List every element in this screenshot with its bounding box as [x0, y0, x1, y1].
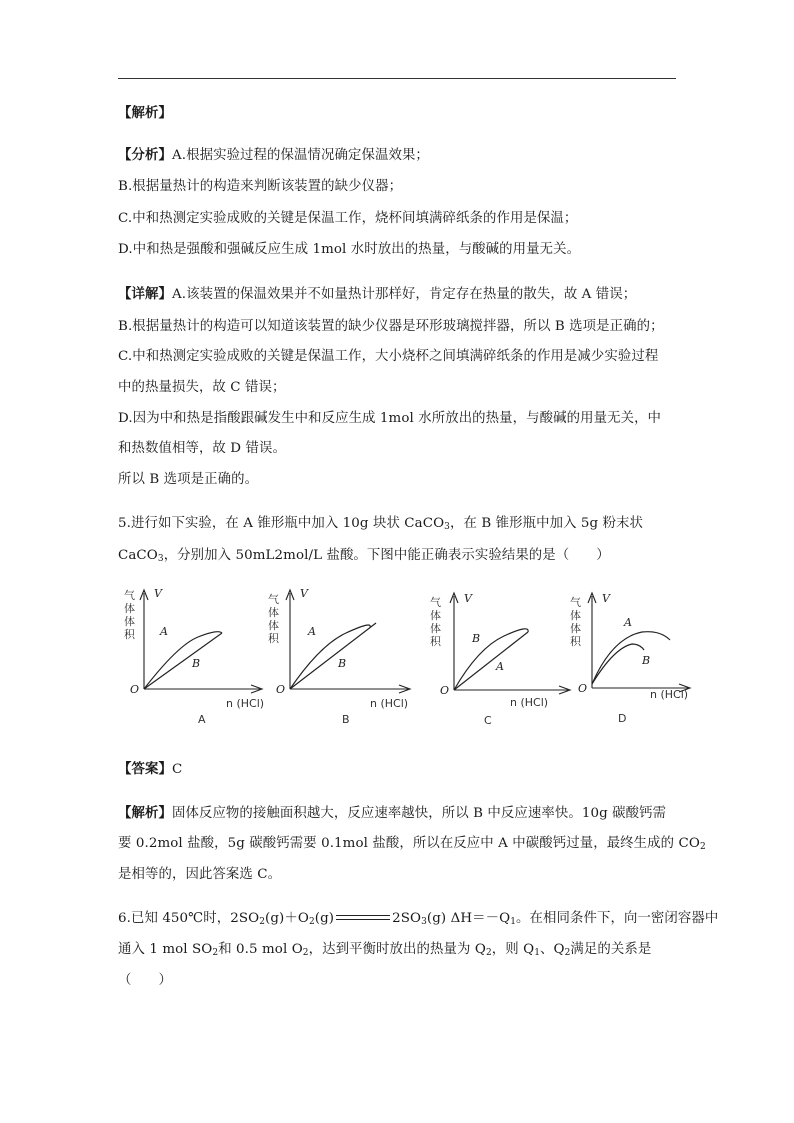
chart-option-c	[428, 592, 578, 746]
chart-b-v-label: V	[300, 587, 308, 600]
q6-s5: 1	[510, 917, 517, 927]
q6-line3: （ ）	[118, 973, 172, 988]
xiangjie-a-text: A.该装置的保温效果并不如量热计那样好，肯定存在热量的散失，故 A 错误；	[171, 287, 637, 302]
q5-line2	[118, 547, 610, 565]
xiangjie-d1: D.因为中和热是指酸跟碱发生中和反应生成 1mol 水所放出的热量，与酸碱的用量无关，中	[118, 411, 662, 426]
chart-a-series-b-label: B	[192, 657, 201, 670]
q6-p4: 2SO	[392, 911, 422, 926]
q6-l2s5: 2	[564, 948, 571, 958]
chart-b-option: B	[342, 713, 350, 726]
q5-line1-b: ，在 B 锥形瓶中加入 5g 粉末状	[449, 516, 644, 531]
q6-p5: (g) ΔH＝－Q	[426, 911, 511, 926]
chart-d-y-axis	[588, 593, 596, 688]
q5-line1-a: 5.进行如下实验，在 A 锥形瓶中加入 10g 块状 CaCO	[118, 516, 445, 531]
equilibrium-arrow-icon	[334, 913, 392, 921]
chart-a-curve-b	[144, 633, 222, 689]
chart-a-ylabel-1: 气	[124, 589, 135, 602]
q6-s2: 2	[308, 917, 315, 927]
q6-l2d: ，则 Q	[491, 942, 535, 957]
chart-d-option: D	[618, 712, 627, 725]
chart-d-curve-b	[592, 644, 644, 684]
chart-c-curve-a	[454, 632, 528, 690]
chart-c-x-axis	[454, 686, 570, 694]
xiangjie-a	[118, 285, 636, 304]
chart-d-v-label: V	[602, 592, 610, 605]
xiangjie-tag: 【详解】	[118, 286, 172, 302]
q6-p1: 6.已知 450℃时，2SO	[118, 911, 260, 926]
fenxi-b: B.根据量热计的构造来判断该装置的缺少仪器；	[118, 179, 403, 194]
q6-l2s3: 2	[485, 948, 492, 958]
chart-b-ylabel-2: 体	[268, 606, 279, 619]
chart-c-ylabel-2: 体	[430, 609, 441, 622]
chart-b-series-b-label: B	[338, 657, 347, 670]
q6-l2a: 通入 1 mol SO	[118, 942, 213, 957]
chart-b-x-axis	[290, 685, 410, 693]
chart-a-origin: O	[130, 683, 140, 696]
q6-l2s2: 2	[302, 948, 309, 958]
chart-c-option: C	[484, 714, 492, 727]
chart-b-ylabel-3: 体	[268, 619, 279, 632]
conclusion: 所以 B 选项是正确的。	[118, 472, 259, 487]
chart-c-series-a-label: A	[496, 660, 504, 673]
q6-l2s1: 2	[212, 948, 219, 958]
fenxi-c: C.中和热测定实验成败的关键是保温工作，烧杯间填满碎纸条的作用是保温；	[118, 211, 578, 226]
chart-a-ylabel-3: 体	[124, 615, 135, 628]
q6-s4: 3	[421, 917, 427, 927]
chart-c-origin: O	[440, 684, 450, 697]
xiangjie-c1: C.中和热测定实验成败的关键是保温工作，大小烧杯之间填满碎纸条的作用是减少实验过程	[118, 349, 659, 364]
q5-answer	[118, 760, 182, 779]
fenxi-a	[118, 146, 429, 165]
q6-p3: (g)	[314, 911, 335, 926]
answer-value: C	[171, 762, 183, 777]
chart-c-v-label: V	[464, 592, 472, 605]
chart-d-xlabel: n (HCl)	[650, 688, 689, 701]
q5-jiexi-tag: 【解析】	[118, 805, 172, 821]
chart-d-series-b-label: B	[642, 654, 651, 667]
fenxi-a-text: A.根据实验过程的保温情况确定保温效果；	[171, 148, 429, 163]
chart-a-xlabel: n (HCl)	[226, 697, 265, 710]
q5-jiexi-1-text: 固体反应物的接触面积越大，反应速率越快，所以 B 中反应速率快。10g 碳酸钙需	[171, 806, 667, 821]
fenxi-tag: 【分析】	[118, 147, 172, 163]
xiangjie-c2: 中的热量损失，故 C 错误；	[118, 380, 286, 395]
q5-line2-sub: 3	[157, 554, 164, 564]
xiangjie-b: B.根据量热计的构造可以知道该装置的缺少仪器是环形玻璃搅拌器，所以 B 选项是正确的；	[118, 319, 664, 334]
chart-d-ylabel-4: 积	[570, 635, 581, 648]
chart-c-ylabel-3: 体	[430, 622, 441, 635]
chart-d-origin: O	[578, 682, 588, 695]
chart-d-series-a-label: A	[624, 616, 632, 629]
chart-d-curve-a	[592, 632, 670, 684]
chart-a-ylabel-2: 体	[124, 602, 135, 615]
q6-p6: 。在相同条件下，向一密闭容器中	[516, 911, 719, 926]
chart-b-origin: O	[276, 683, 286, 696]
q5-line2-b: ，分别加入 50mL2mol/L 盐酸。下图中能正确表示实验结果的是（ ）	[163, 548, 610, 563]
chart-d-ylabel-2: 体	[570, 609, 581, 622]
chart-a-v-label: V	[154, 587, 162, 600]
answer-tag: 【答案】	[118, 761, 172, 777]
chart-b-series-a-label: A	[308, 625, 316, 638]
fenxi-d: D.中和热是强酸和强碱反应生成 1mol 水时放出的热量，与酸碱的用量无关。	[118, 242, 581, 257]
chart-a-x-axis	[144, 685, 262, 693]
q6-line1	[118, 910, 718, 928]
q5-jiexi-2-sub: 2	[699, 842, 706, 852]
chart-c-y-axis	[450, 593, 458, 690]
q6-l2e: 、Q	[540, 942, 565, 957]
chart-a-option: A	[198, 713, 206, 726]
header-rule	[118, 78, 676, 79]
chart-c-ylabel-4: 积	[430, 635, 441, 648]
chart-b-y-axis	[286, 590, 294, 689]
q6-l2s4: 1	[534, 948, 541, 958]
chart-c-ylabel-1: 气	[430, 596, 441, 609]
chart-a-y-axis	[140, 590, 148, 689]
chart-b-ylabel-1: 气	[268, 593, 279, 606]
chart-c-series-b-label: B	[472, 632, 481, 645]
jiexi-heading: 【解析】	[118, 105, 172, 121]
chart-c-xlabel: n (HCl)	[510, 696, 549, 709]
xiangjie-d2: 和热数值相等，故 D 错误。	[118, 441, 286, 456]
chart-b-curve-b	[290, 623, 376, 689]
chart-option-d	[568, 592, 718, 746]
chart-option-b	[266, 585, 416, 739]
q5-jiexi-1	[118, 804, 666, 823]
q5-line1	[118, 515, 643, 533]
q5-line2-a: CaCO	[118, 548, 158, 563]
q5-line1-sub: 3	[444, 522, 450, 532]
q5-jiexi-2	[118, 835, 706, 853]
q5-jiexi-2-text: 要 0.2mol 盐酸，5g 碳酸钙需要 0.1mol 盐酸，所以在反应中 A 中碳酸钙过量，最终生成的 CO	[118, 836, 700, 851]
chart-a-ylabel-4: 积	[124, 628, 135, 641]
chart-option-a	[118, 585, 268, 739]
chart-a-series-a-label: A	[160, 625, 168, 638]
q6-s1: 2	[259, 917, 266, 927]
q6-line2	[118, 941, 651, 959]
chart-b-ylabel-4: 积	[268, 632, 279, 645]
q6-l2c: ，达到平衡时放出的热量为 Q	[308, 942, 486, 957]
chart-b-xlabel: n (HCl)	[370, 697, 409, 710]
chart-d-ylabel-1: 气	[570, 596, 581, 609]
q5-jiexi-3: 是相等的，因此答案选 C。	[118, 867, 282, 882]
q6-l2b: 和 0.5 mol O	[218, 942, 303, 957]
q6-l2f: 满足的关系是	[570, 942, 652, 957]
chart-d-ylabel-3: 体	[570, 622, 581, 635]
q6-p2: (g)＋O	[265, 911, 309, 926]
